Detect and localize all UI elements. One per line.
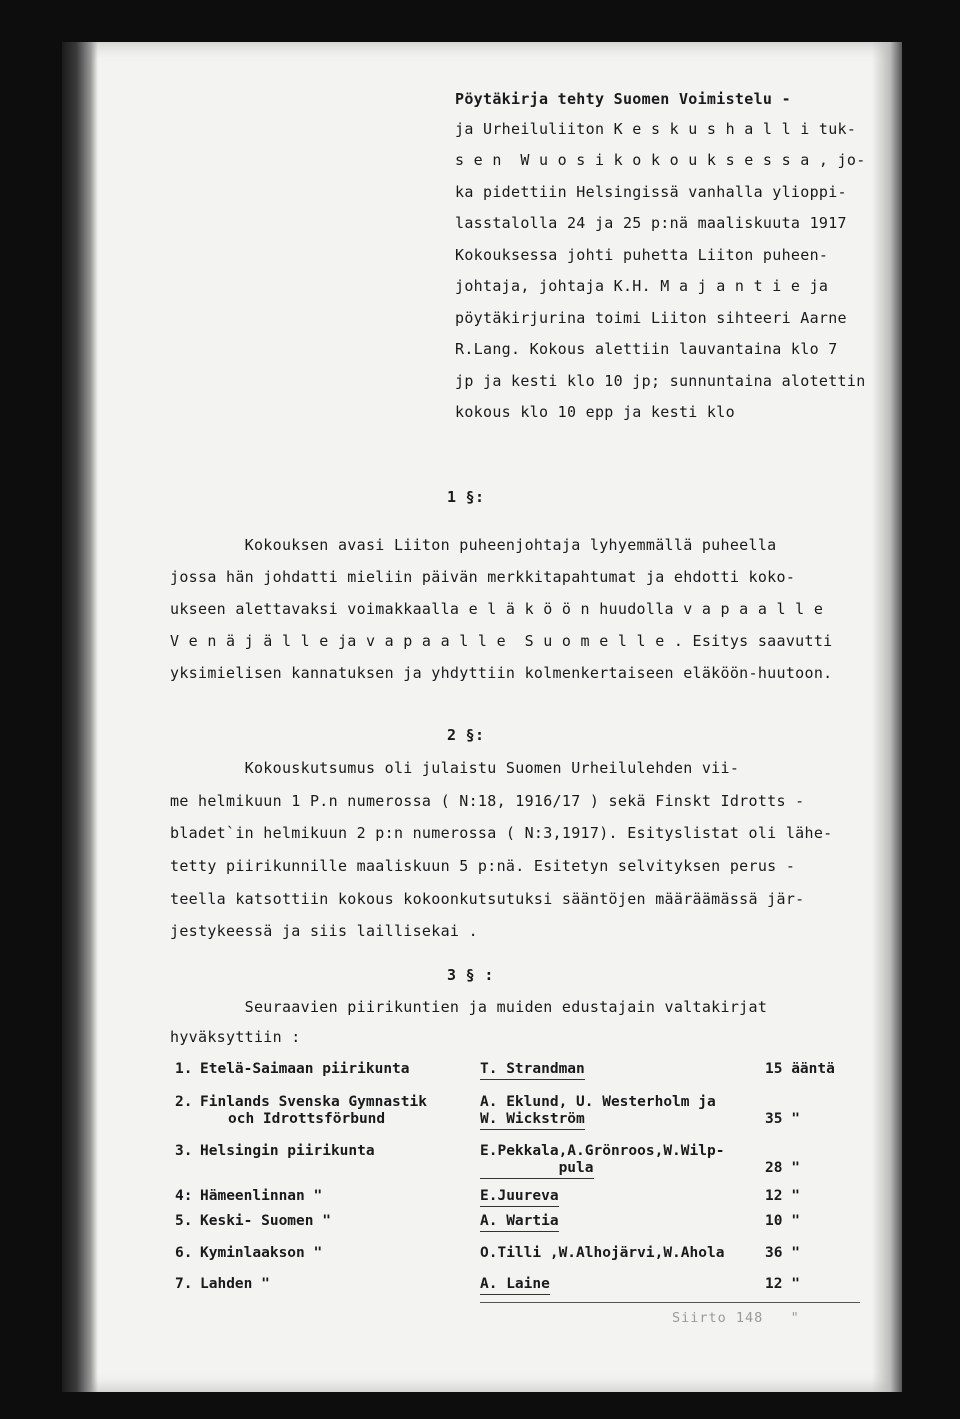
roster-number: 1. [175, 1061, 193, 1077]
total-rule [480, 1302, 860, 1303]
roster-district: Etelä-Saimaan piirikunta [200, 1061, 410, 1077]
roster-number: 5. [175, 1213, 193, 1229]
section-3-heading: 3 § : [447, 966, 494, 984]
intro-line: s e n W u o s i k o k o u k s e s s a , jo- [455, 151, 866, 169]
body-line: Kokouksen avasi Liiton puheenjohtaja lyhyemmällä puheella [170, 536, 777, 554]
binding-shadow [62, 42, 98, 1392]
roster-district: Hämeenlinnan " [200, 1188, 323, 1204]
intro-line: ja Urheiluliiton K e s k u s h a l l i tuk- [455, 120, 857, 138]
body-line: yksimielisen kannatuksen ja yhdyttiin kolmenkertaiseen eläköön-huutoon. [170, 664, 833, 682]
body-line: jossa hän johdatti mieliin päivän merkkitapahtumat ja ehdotti koko- [170, 568, 796, 586]
roster-delegates: A. Laine [480, 1275, 550, 1295]
roster-votes: 12 " [765, 1188, 800, 1204]
roster-votes: 35 " [765, 1111, 800, 1127]
intro-line: jp ja kesti klo 10 jp; sunnuntaina alotettin [455, 372, 866, 390]
intro-line: lasstalolla 24 ja 25 p:nä maaliskuuta 1917 [455, 214, 847, 232]
body-line: jestykeessä ja siis laillisekai . [170, 922, 478, 940]
section-2-heading: 2 §: [447, 726, 485, 744]
roster-delegates: W. Wickström [480, 1110, 585, 1130]
roster-delegates: pula [480, 1159, 594, 1179]
body-line: teella katsottiin kokous kokoonkutsutuksi sääntöjen määräämässä jär- [170, 890, 805, 908]
body-line: bladet`in helmikuun 2 p:n numerossa ( N:3,1917). Esityslistat oli lähe- [170, 824, 833, 842]
roster-delegates: A. Wartia [480, 1212, 559, 1232]
intro-line: R.Lang. Kokous alettiin lauvantaina klo 7 [455, 340, 838, 358]
roster-votes: 10 " [765, 1213, 800, 1229]
roster-district: och Idrottsförbund [228, 1111, 386, 1127]
body-line: Kokouskutsumus oli julaistu Suomen Urheilulehden vii- [170, 759, 740, 777]
intro-line: Pöytäkirja tehty Suomen Voimistelu - [455, 90, 791, 108]
carry-total: Siirto 148 " [672, 1310, 800, 1326]
roster-votes: 12 " [765, 1276, 800, 1292]
body-line: Seuraavien piirikuntien ja muiden edustajain valtakirjat [170, 998, 768, 1016]
roster-district: Finlands Svenska Gymnastik [200, 1094, 427, 1110]
intro-line: pöytäkirjurina toimi Liiton sihteeri Aarne [455, 309, 847, 327]
roster-votes: 15 ääntä [765, 1061, 835, 1077]
intro-line: ka pidettiin Helsingissä vanhalla ylioppi- [455, 183, 847, 201]
roster-delegates: A. Eklund, U. Westerholm ja [480, 1094, 716, 1110]
roster-district: Helsingin piirikunta [200, 1143, 375, 1159]
body-line: hyväksyttiin : [170, 1028, 301, 1046]
roster-votes: 36 " [765, 1245, 800, 1261]
intro-line: johtaja, johtaja K.H. M a j a n t i e ja [455, 277, 829, 295]
roster-number: 2. [175, 1094, 193, 1110]
roster-delegates: E.Pekkala,A.Grönroos,W.Wilp- [480, 1143, 725, 1159]
roster-number: 3. [175, 1143, 193, 1159]
roster-number: 4: [175, 1188, 193, 1204]
page-edge [872, 42, 902, 1392]
body-line: tetty piirikunnille maaliskuun 5 p:nä. Esitetyn selvityksen perus - [170, 857, 796, 875]
roster-delegates: T. Strandman [480, 1060, 585, 1080]
roster-district: Kyminlaakson " [200, 1245, 323, 1261]
section-1-heading: 1 §: [447, 488, 485, 506]
roster-district: Keski- Suomen " [200, 1213, 331, 1229]
body-line: V e n ä j ä l l e ja v a p a a l l e S u o m e l l e . Esitys saavutti [170, 632, 833, 650]
roster-delegates: E.Juureva [480, 1187, 559, 1207]
roster-number: 7. [175, 1276, 193, 1292]
roster-number: 6. [175, 1245, 193, 1261]
roster-votes: 28 " [765, 1160, 800, 1176]
roster-district: Lahden " [200, 1276, 270, 1292]
body-line: ukseen alettavaksi voimakkaalla e l ä k ö ö n huudolla v a p a a l l e [170, 600, 824, 618]
body-line: me helmikuun 1 P.n numerossa ( N:18, 1916/17 ) sekä Finskt Idrotts - [170, 792, 805, 810]
intro-line: kokous klo 10 epp ja kesti klo [455, 403, 735, 421]
intro-line: Kokouksessa johti puhetta Liiton puheen- [455, 246, 829, 264]
roster-delegates: O.Tilli ,W.Alhojärvi,W.Ahola [480, 1245, 725, 1261]
